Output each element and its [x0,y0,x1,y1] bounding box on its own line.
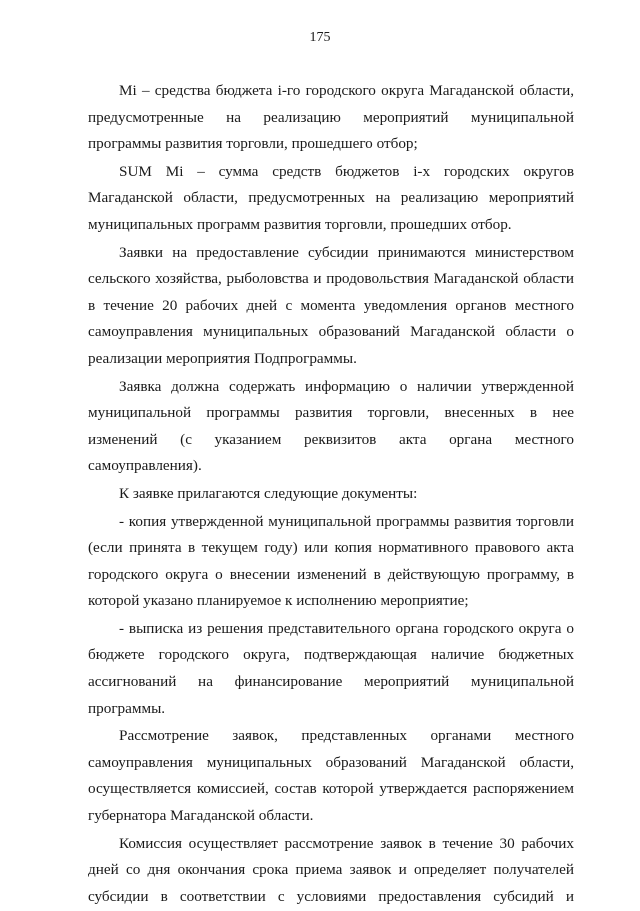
paragraph-application-content: Заявка должна содержать информацию о наличии утвержденной муниципальной программы развития торговли, внесенных в нее изменений (с указанием реквизитов акта органа местного самоуправления). [88,377,574,475]
page-number: 175 [309,30,331,45]
paragraph-documents-intro: К заявке прилагаются следующие документы: [119,484,418,502]
document-body [88,78,574,911]
paragraph-sum-mi-definition: SUM Mi – сумма средств бюджетов i-х городских округов Магаданской области, предусмотренных на реализацию мероприятий муниципальных программ развития торговли, прошедших отбор. [88,162,574,233]
paragraph-commission-deadline: Комиссия осуществляет рассмотрение заявок в течение 30 рабочих дней со дня окончания срока приема заявок и определяет получателей субсидии в соответствии с условиями предоставления субсидий и [88,834,574,905]
paragraph-application-acceptance: Заявки на предоставление субсидии принимаются министерством сельского хозяйства, рыболовства и продовольствия Магаданской области в течение 20 рабочих дней с момента уведомления органов местного самоуправления муниципальных образований Магаданской области о реализации мероприятия Подпрограммы. [88,243,574,367]
paragraph-mi-definition: Mi – средства бюджета i-го городского округа Магаданской области, предусмотренные на реализацию мероприятий муниципальной программы развития торговли, прошедшего отбор; [88,82,574,153]
paragraph-commission-review: Рассмотрение заявок, представленных органами местного самоуправления муниципальных образований Магаданской области, осуществляется комиссией, состав которой утверждается распоряжением губернатора Магаданской области. [88,727,574,825]
list-item-program-copy: - копия утвержденной муниципальной программы развития торговли (если принята в текущем году) или копия нормативного правового акта городского округа о внесении изменений в действующую программу, в которой указано планируемое к исполнению мероприятие; [88,512,574,610]
list-item-budget-extract: - выписка из решения представительного органа городского округа о бюджете городского округа, подтверждающая наличие бюджетных ассигнований на финансирование мероприятий муниципальной программы. [88,619,574,717]
